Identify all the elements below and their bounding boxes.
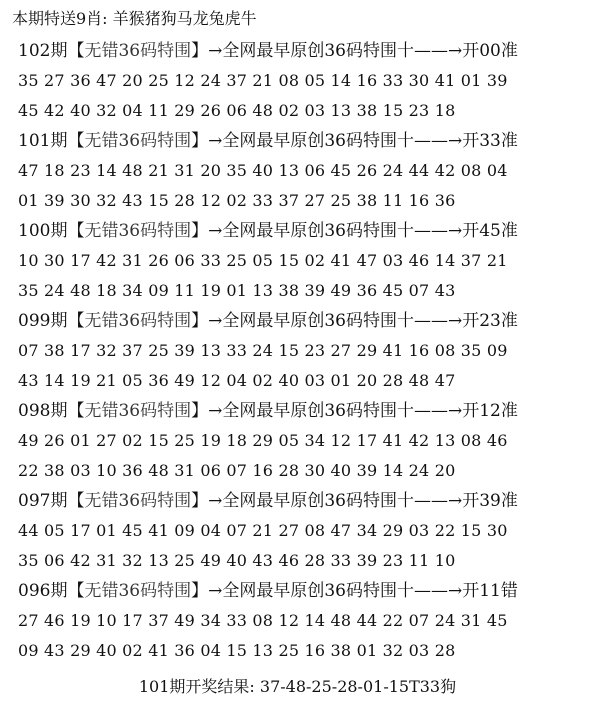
period-block	[18, 36, 588, 126]
period-heading	[18, 396, 588, 426]
numbers-line-2: 35 06 42 31 32 13 25 49 40 43 46 28 33 39 23 11 10	[18, 551, 456, 570]
open-bracket: 【	[67, 311, 85, 331]
draw-result-footer: 101期开奖结果: 37-48-25-28-01-15T33狗	[138, 677, 457, 696]
period-number: 101期	[18, 131, 68, 151]
numbers-line-2: 22 38 03 10 36 48 31 06 07 16 28 30 40 39 14 24 20	[18, 461, 456, 480]
period-heading	[18, 576, 588, 606]
open-bracket: 【	[67, 221, 85, 241]
period-block	[18, 576, 588, 666]
period-result: 开23准	[462, 311, 518, 331]
period-middle-text: →全网最早原创36码特围十——→	[208, 131, 463, 151]
period-block	[18, 396, 588, 486]
period-block	[18, 306, 588, 396]
period-heading	[18, 126, 588, 156]
numbers-line-1: 10 30 17 42 31 26 06 33 25 05 15 02 41 47 03 46 14 37 21	[18, 251, 508, 270]
open-bracket: 【	[67, 41, 85, 61]
period-result: 开45准	[462, 221, 518, 241]
period-heading	[18, 306, 588, 336]
period-number: 098期	[18, 401, 68, 421]
period-middle-text: →全网最早原创36码特围十——→	[208, 491, 463, 511]
numbers-line-2: 09 43 29 40 02 41 36 04 15 13 25 16 38 01 32 03 28	[18, 641, 456, 660]
numbers-line-2: 45 42 40 32 04 11 29 26 06 48 02 03 13 38 15 23 18	[18, 101, 456, 120]
close-bracket: 】	[191, 41, 209, 61]
header-line: 本期特送9肖: 羊猴猪狗马龙兔虎牛	[12, 9, 257, 28]
numbers-line-1: 49 26 01 27 02 15 25 19 18 29 05 34 12 17 41 42 13 08 46	[18, 431, 508, 450]
close-bracket: 】	[191, 491, 209, 511]
period-middle-text: →全网最早原创36码特围十——→	[208, 581, 463, 601]
open-bracket: 【	[67, 131, 85, 151]
period-tag: 无错36码特围	[84, 491, 192, 511]
period-middle-text: →全网最早原创36码特围十——→	[208, 41, 463, 61]
numbers-line-2: 43 14 19 21 05 36 49 12 04 02 40 03 01 20 28 48 47	[18, 371, 456, 390]
period-block	[18, 486, 588, 576]
period-number: 102期	[18, 41, 68, 61]
period-tag: 无错36码特围	[84, 221, 192, 241]
numbers-line-1: 44 05 17 01 45 41 09 04 07 21 27 08 47 34 29 03 22 15 30	[18, 521, 508, 540]
period-block	[18, 126, 588, 216]
period-number: 097期	[18, 491, 68, 511]
period-tag: 无错36码特围	[84, 311, 192, 331]
period-tag: 无错36码特围	[84, 131, 192, 151]
close-bracket: 】	[191, 131, 209, 151]
period-tag: 无错36码特围	[84, 581, 192, 601]
open-bracket: 【	[67, 491, 85, 511]
open-bracket: 【	[67, 581, 85, 601]
numbers-line-2: 01 39 30 32 43 15 28 12 02 33 37 27 25 38 11 16 36	[18, 191, 456, 210]
close-bracket: 】	[191, 311, 209, 331]
period-number: 096期	[18, 581, 68, 601]
open-bracket: 【	[67, 401, 85, 421]
period-number: 100期	[18, 221, 68, 241]
period-heading	[18, 486, 588, 516]
period-result: 开12准	[462, 401, 518, 421]
period-result: 开11错	[462, 581, 518, 601]
period-result: 开00准	[462, 41, 518, 61]
close-bracket: 】	[191, 401, 209, 421]
period-middle-text: →全网最早原创36码特围十——→	[208, 401, 463, 421]
numbers-line-1: 47 18 23 14 48 21 31 20 35 40 13 06 45 26 24 44 42 08 04	[18, 161, 508, 180]
period-result: 开39准	[462, 491, 518, 511]
period-tag: 无错36码特围	[84, 41, 192, 61]
period-number: 099期	[18, 311, 68, 331]
period-middle-text: →全网最早原创36码特围十——→	[208, 311, 463, 331]
numbers-line-1: 27 46 19 10 17 37 49 34 33 08 12 14 48 44 22 07 24 31 45	[18, 611, 508, 630]
period-block	[18, 216, 588, 306]
period-tag: 无错36码特围	[84, 401, 192, 421]
numbers-line-2: 35 24 48 18 34 09 11 19 01 13 38 39 49 36 45 07 43	[18, 281, 456, 300]
period-middle-text: →全网最早原创36码特围十——→	[208, 221, 463, 241]
close-bracket: 】	[191, 581, 209, 601]
period-result: 开33准	[462, 131, 518, 151]
period-heading	[18, 36, 588, 66]
numbers-line-1: 35 27 36 47 20 25 12 24 37 21 08 05 14 16 33 30 41 01 39	[18, 71, 508, 90]
close-bracket: 】	[191, 221, 209, 241]
numbers-line-1: 07 38 17 32 37 25 39 13 33 24 15 23 27 29 41 16 08 35 09	[18, 341, 508, 360]
period-heading	[18, 216, 588, 246]
